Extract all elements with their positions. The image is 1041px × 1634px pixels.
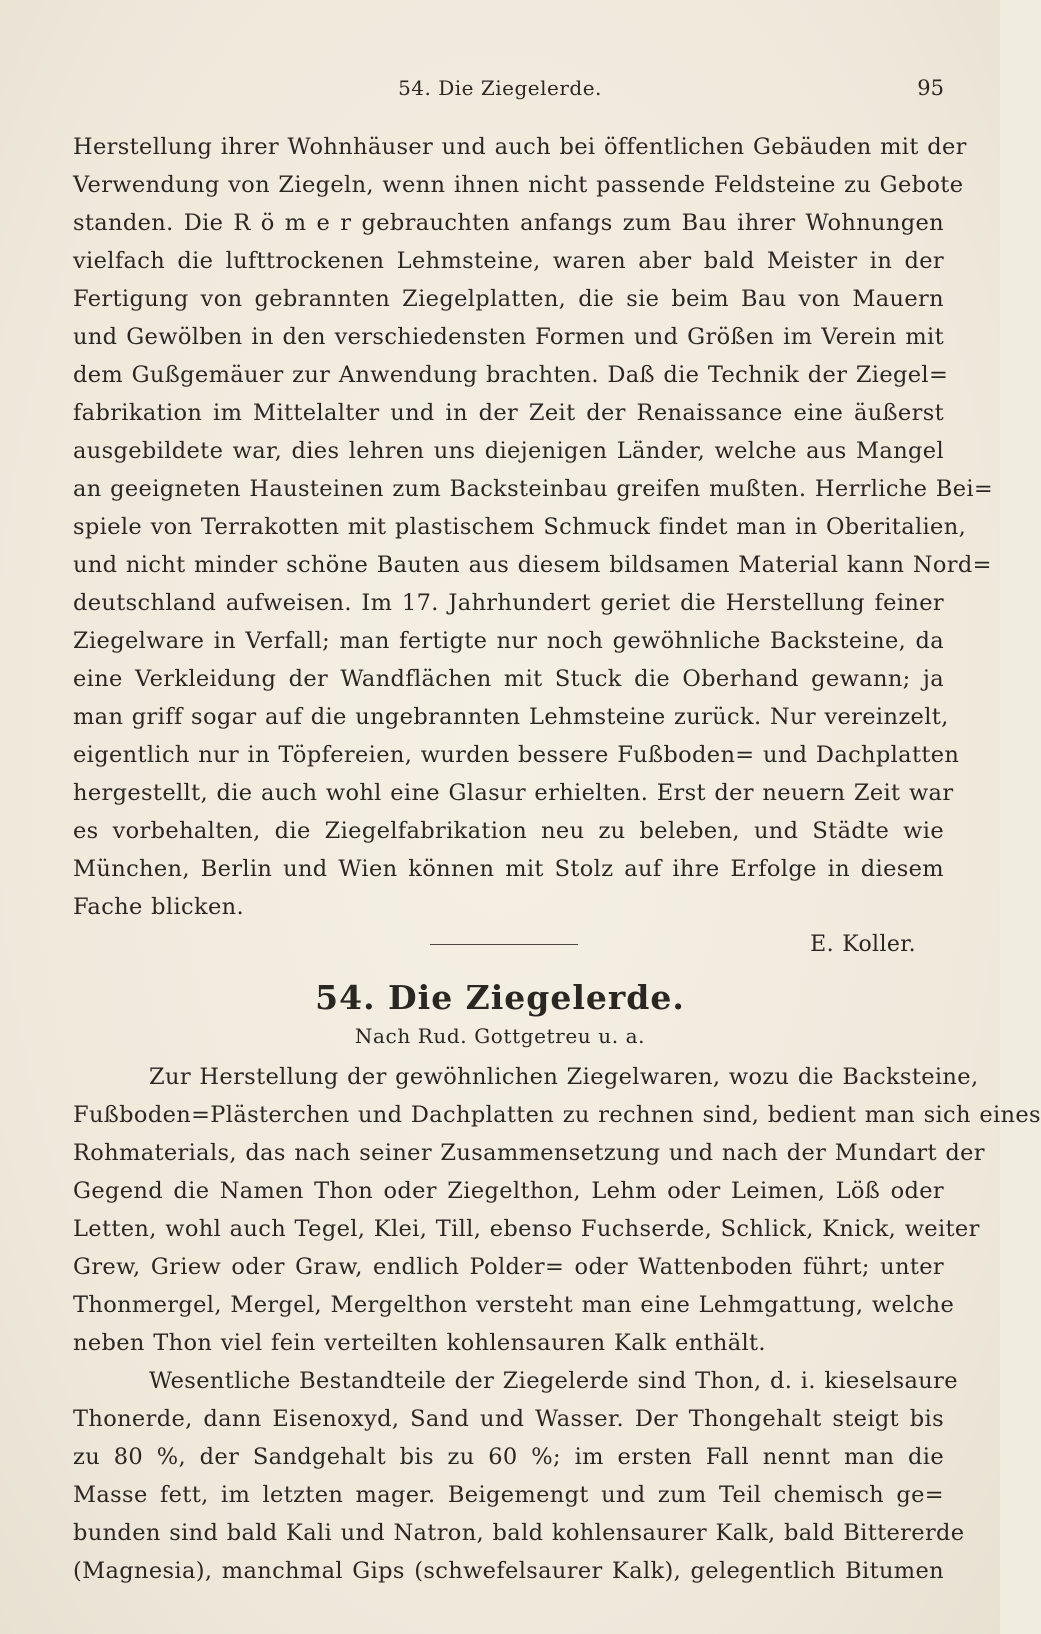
- text-line: deutschland aufweisen. Im 17. Jahrhundert geriet die Herstellung feiner: [73, 590, 944, 616]
- text-line: Grew, Griew oder Graw, endlich Polder= oder Wattenboden führt; unter: [73, 1254, 944, 1280]
- first-text-block: [73, 128, 994, 964]
- author-signature: E. Koller.: [810, 932, 916, 957]
- text-line: an geeigneten Hausteinen zum Backsteinbau greifen mußten. Herrliche Bei=: [73, 476, 994, 502]
- text-line: dem Gußgemäuer zur Anwendung brachten. Daß die Technik der Ziegel=: [73, 362, 949, 388]
- text-line: hergestellt, die auch wohl eine Glasur erhielten. Erst der neuern Zeit war: [73, 780, 954, 806]
- text-line: zu 80 %, der Sandgehalt bis zu 60 %; im ersten Fall nennt man die: [73, 1444, 944, 1470]
- text-line: vielfach die lufttrockenen Lehmsteine, waren aber bald Meister in der: [73, 248, 944, 274]
- text-line: Fertigung von gebrannten Ziegelplatten, die sie beim Bau von Mauern: [73, 286, 944, 312]
- text-line: Ziegelware in Verfall; man fertigte nur noch gewöhnliche Backsteine, da: [73, 628, 944, 654]
- text-line: Rohmaterials, das nach seiner Zusammensetzung und nach der Mundart der: [73, 1140, 985, 1166]
- text-line: eine Verkleidung der Wandflächen mit Stuck die Oberhand gewann; ja: [73, 666, 944, 692]
- text-line: Herstellung ihrer Wohnhäuser und auch bei öffentlichen Gebäuden mit der: [73, 134, 967, 160]
- text-line: spiele von Terrakotten mit plastischem Schmuck findet man in Oberitalien,: [73, 514, 967, 540]
- text-line: Letten, wohl auch Tegel, Klei, Till, ebenso Fuchserde, Schlick, Knick, weiter: [73, 1216, 980, 1242]
- text-line: neben Thon viel fein verteilten kohlensauren Kalk enthält.: [73, 1330, 766, 1356]
- section-heading: 54. Die Ziegelerde.: [315, 978, 685, 1017]
- text-line: (Magnesia), manchmal Gips (schwefelsaurer Kalk), gelegentlich Bitumen: [73, 1558, 944, 1584]
- text-line: Thonmergel, Mergel, Mergelthon versteht man eine Lehmgattung, welche: [73, 1292, 955, 1318]
- text-line: Zur Herstellung der gewöhnlichen Ziegelwaren, wozu die Backsteine,: [149, 1064, 979, 1090]
- text-line: standen. Die R ö m e r gebrauchten anfangs zum Bau ihrer Wohnungen: [73, 210, 944, 236]
- text-line: Wesentliche Bestandteile der Ziegelerde sind Thon, d. i. kieselsaure: [149, 1368, 958, 1394]
- text-line: Thonerde, dann Eisenoxyd, Sand und Wasser. Der Thongehalt steigt bis: [73, 1406, 944, 1432]
- text-line: München, Berlin und Wien können mit Stolz auf ihre Erfolge in diesem: [73, 856, 944, 882]
- section-byline: Nach Rud. Gottgetreu u. a.: [354, 1024, 646, 1048]
- running-head-title: 54. Die Ziegelerde.: [398, 76, 602, 100]
- text-line: Fache blicken.: [73, 894, 244, 920]
- text-line: eigentlich nur in Töpfereien, wurden bessere Fußboden= und Dachplatten: [73, 742, 960, 768]
- text-line: fabrikation im Mittelalter und in der Zeit der Renaissance eine äußerst: [73, 400, 944, 426]
- section-divider: [430, 944, 578, 945]
- text-line: ausgebildete war, dies lehren uns diejenigen Länder, welche aus Mangel: [73, 438, 944, 464]
- text-line: bunden sind bald Kali und Natron, bald kohlensaurer Kalk, bald Bittererde: [73, 1520, 965, 1546]
- page-number: 95: [917, 76, 944, 100]
- second-text-block: [73, 1058, 1041, 1590]
- text-line: und Gewölben in den verschiedensten Formen und Größen im Verein mit: [73, 324, 944, 350]
- text-line: Verwendung von Ziegeln, wenn ihnen nicht passende Feldsteine zu Gebote: [73, 172, 964, 198]
- running-head: [0, 76, 1000, 106]
- text-line: es vorbehalten, die Ziegelfabrikation neu zu beleben, und Städte wie: [73, 818, 944, 844]
- text-line: Masse fett, im letzten mager. Beigemengt und zum Teil chemisch ge=: [73, 1482, 944, 1508]
- text-line: man griff sogar auf die ungebrannten Lehmsteine zurück. Nur vereinzelt,: [73, 704, 949, 730]
- text-line: Gegend die Namen Thon oder Ziegelthon, Lehm oder Leimen, Löß oder: [73, 1178, 944, 1204]
- text-line: und nicht minder schöne Bauten aus diesem bildsamen Material kann Nord=: [73, 552, 992, 578]
- text-line: Fußboden=Plästerchen und Dachplatten zu rechnen sind, bedient man sich eines: [73, 1102, 1041, 1128]
